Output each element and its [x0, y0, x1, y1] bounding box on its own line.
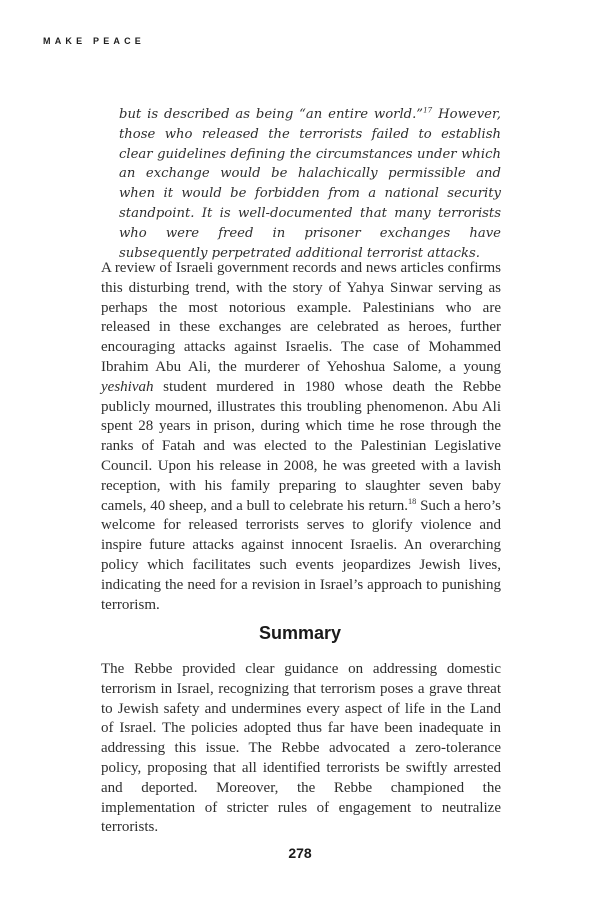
block-quote — [119, 105, 501, 263]
paragraph-text: A review of Israeli government records and news articles confirms this disturbing trend, with the story of Yahya Sinwar serving as perhaps the most notorious example. Palestinians who are released in these exchanges are celebrated as heroes, further encouraging attacks against Israelis. The case of Mohammed Ibrahim Abu Ali, the murderer of Yehoshua Salome, a young — [101, 260, 501, 375]
summary-paragraph: The Rebbe provided clear guidance on addressing domestic terrorism in Israel, recognizing that terrorism poses a grave threat to Jewish safety and undermines every aspect of life in the Land of Israel. The policies adopted thus far have been inadequate in addressing this issue. The Rebbe advocated a zero-tolerance policy, proposing that all identified terrorists be swiftly arrested and deported. Moreover, the Rebbe championed the implementation of stricter rules of engagement to neutralize terrorists. — [101, 661, 501, 836]
block-quote-text: but is described as being “an entire world.” — [119, 107, 424, 122]
footnote-ref-17[interactable]: 17 — [423, 105, 433, 115]
page-number: 278 — [288, 845, 312, 861]
body-paragraph — [101, 259, 501, 615]
running-head: MAKE PEACE — [43, 36, 146, 46]
footnote-ref-18[interactable]: 18 — [408, 496, 417, 506]
italic-term: yeshivah — [101, 378, 154, 395]
block-quote-text: However, those who released the terrorists failed to establish clear guidelines defining the circumstances under which an exchange would be halachically permissible and when it would be forbidden from a national security standpoint. It is well-documented that many terrorists who were freed in prisoner exchanges have subsequently perpetrated additional terrorist attacks. — [119, 107, 501, 261]
paragraph-text: student murdered in 1980 whose death the Rebbe publicly mourned, illustrates this troubling phenomenon. Abu Ali spent 28 years in prison, during which time he rose through the ranks of Fatah and was elected to the Palestinian Legislative Council. Upon his release in 2008, he was greeted with a lavish reception, with his family preparing to slaughter seven baby camels, 40 sheep, and a bull to celebrate his return. — [101, 378, 501, 514]
paragraph-text: Such a hero’s welcome for released terrorists serves to glorify violence and inspire future attacks against innocent Israelis. An overarching policy which facilitates such events jeopardizes Jewish lives, indicating the need for a revision in Israel’s approach to punishing terrorism. — [101, 497, 501, 613]
section-heading: Summary — [258, 623, 342, 643]
